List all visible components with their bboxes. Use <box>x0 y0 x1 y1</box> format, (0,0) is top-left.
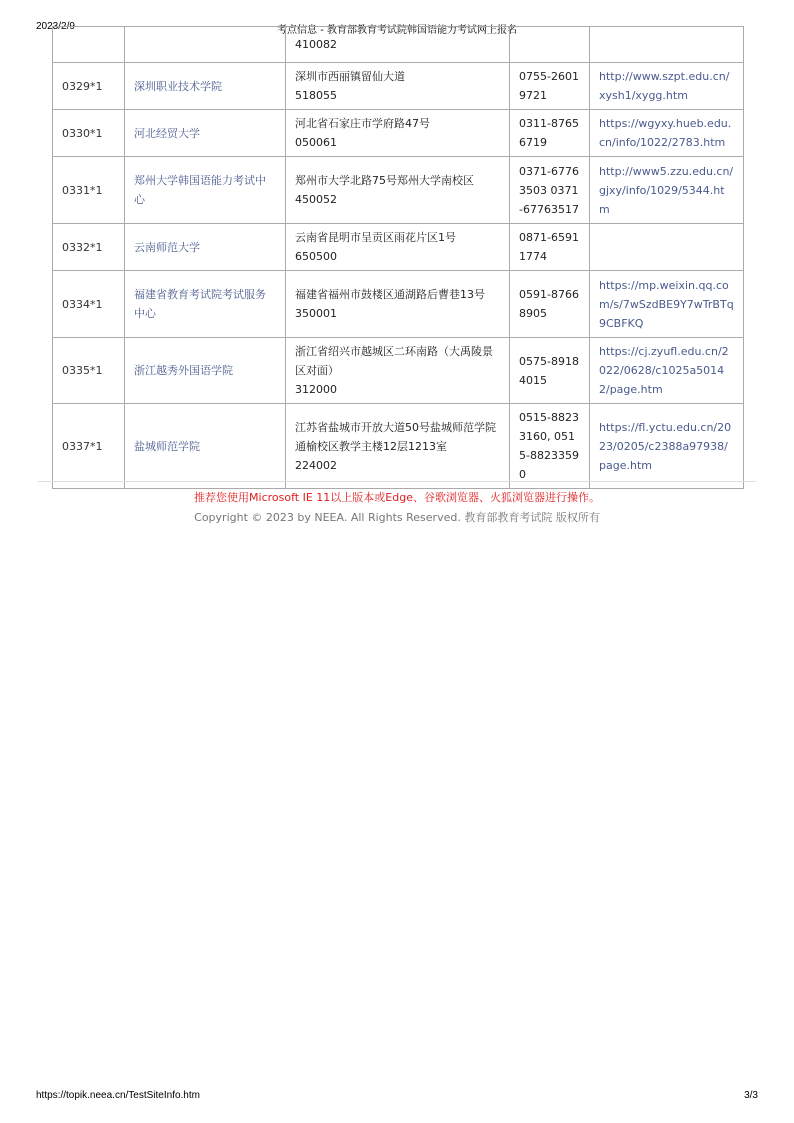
site-code: 0329*1 <box>53 63 125 110</box>
postal-code: 450052 <box>295 193 337 206</box>
site-phone: 0515-88233160, 0515-88233590 <box>510 404 590 489</box>
table-row <box>53 63 744 110</box>
address-text: 河北省石家庄市学府路47号 <box>295 117 430 130</box>
site-phone: 0871-65911774 <box>510 224 590 271</box>
address-text: 郑州市大学北路75号郑州大学南校区 <box>295 174 474 187</box>
site-code: 0331*1 <box>53 157 125 224</box>
site-phone: 0755-26019721 <box>510 63 590 110</box>
site-name[interactable]: 云南师范大学 <box>125 224 286 271</box>
site-name[interactable]: 河北经贸大学 <box>125 110 286 157</box>
site-link[interactable]: http://www.szpt.edu.cn/xysh1/xygg.htm <box>590 63 744 110</box>
address-text: 云南省昆明市呈贡区雨花片区1号 <box>295 231 456 244</box>
table-row <box>53 404 744 489</box>
postal-code: 410082 <box>295 38 337 51</box>
site-phone: 0311-87656719 <box>510 110 590 157</box>
site-address <box>286 63 510 110</box>
table-row <box>53 110 744 157</box>
site-link[interactable]: https://wgyxy.hueb.edu.cn/info/1022/2783.htm <box>590 110 744 157</box>
site-address <box>286 404 510 489</box>
site-address <box>286 27 510 63</box>
address-text: 江苏省盐城市开放大道50号盐城师范学院通榆校区教学主楼12层1213室 <box>295 420 496 453</box>
site-link[interactable]: http://www5.zzu.edu.cn/gjxy/info/1029/5344.htm <box>590 157 744 224</box>
print-page-number: 3/3 <box>744 1090 758 1101</box>
table-row <box>53 224 744 271</box>
table-row <box>53 27 744 63</box>
site-address <box>286 338 510 404</box>
site-link[interactable]: https://cj.zyufl.edu.cn/2022/0628/c1025a50142/page.htm <box>590 338 744 404</box>
postal-code: 350001 <box>295 307 337 320</box>
table-row <box>53 271 744 338</box>
site-address <box>286 157 510 224</box>
site-code: 0330*1 <box>53 110 125 157</box>
site-link[interactable]: https://mp.weixin.qq.com/s/7wSzdBE9Y7wTrBTq9CBFKQ <box>590 271 744 338</box>
site-name[interactable] <box>125 27 286 63</box>
test-site-table <box>52 26 744 489</box>
browser-recommendation: 推荐您使用Microsoft IE 11以上版本或Edge、谷歌浏览器、火狐浏览器进行操作。 <box>194 491 600 504</box>
site-name[interactable]: 浙江越秀外国语学院 <box>125 338 286 404</box>
site-address <box>286 110 510 157</box>
site-phone: 0575-89184015 <box>510 338 590 404</box>
site-code: 0335*1 <box>53 338 125 404</box>
site-code: 0334*1 <box>53 271 125 338</box>
site-name[interactable]: 盐城师范学院 <box>125 404 286 489</box>
site-name[interactable]: 深圳职业技术学院 <box>125 63 286 110</box>
postal-code: 224002 <box>295 458 337 472</box>
print-page-title: 考点信息 - 教育部教育考试院韩国语能力考试网上报名 <box>277 25 517 36</box>
site-name[interactable]: 福建省教育考试院考试服务中心 <box>125 271 286 338</box>
site-code: 0332*1 <box>53 224 125 271</box>
site-address <box>286 271 510 338</box>
site-link[interactable] <box>590 224 744 271</box>
postal-code: 050061 <box>295 136 337 149</box>
table-row <box>53 338 744 404</box>
address-text: 福建省福州市鼓楼区通湖路后曹巷13号 <box>295 288 485 301</box>
footer-divider <box>38 481 756 482</box>
postal-code: 312000 <box>295 383 337 396</box>
site-phone: 0371-67763503 0371-67763517 <box>510 157 590 224</box>
postal-code: 650500 <box>295 250 337 263</box>
table-row <box>53 157 744 224</box>
site-link[interactable]: https://fl.yctu.edu.cn/2023/0205/c2388a97938/page.htm <box>590 404 744 489</box>
site-name[interactable]: 郑州大学韩国语能力考试中心 <box>125 157 286 224</box>
print-url: https://topik.neea.cn/TestSiteInfo.htm <box>36 1090 200 1101</box>
copyright-text: Copyright © 2023 by NEEA. All Rights Reserved. 教育部教育考试院 版权所有 <box>194 511 600 524</box>
site-phone <box>510 27 590 63</box>
site-address <box>286 224 510 271</box>
address-text: 深圳市西丽镇留仙大道 <box>295 70 405 83</box>
site-link[interactable] <box>590 27 744 63</box>
address-text: 浙江省绍兴市越城区二环南路（大禹陵景区对面） <box>295 345 493 377</box>
site-phone: 0591-87668905 <box>510 271 590 338</box>
site-code: 0337*1 <box>53 404 125 489</box>
site-code <box>53 27 125 63</box>
print-date: 2023/2/9 <box>36 21 75 32</box>
postal-code: 518055 <box>295 89 337 102</box>
